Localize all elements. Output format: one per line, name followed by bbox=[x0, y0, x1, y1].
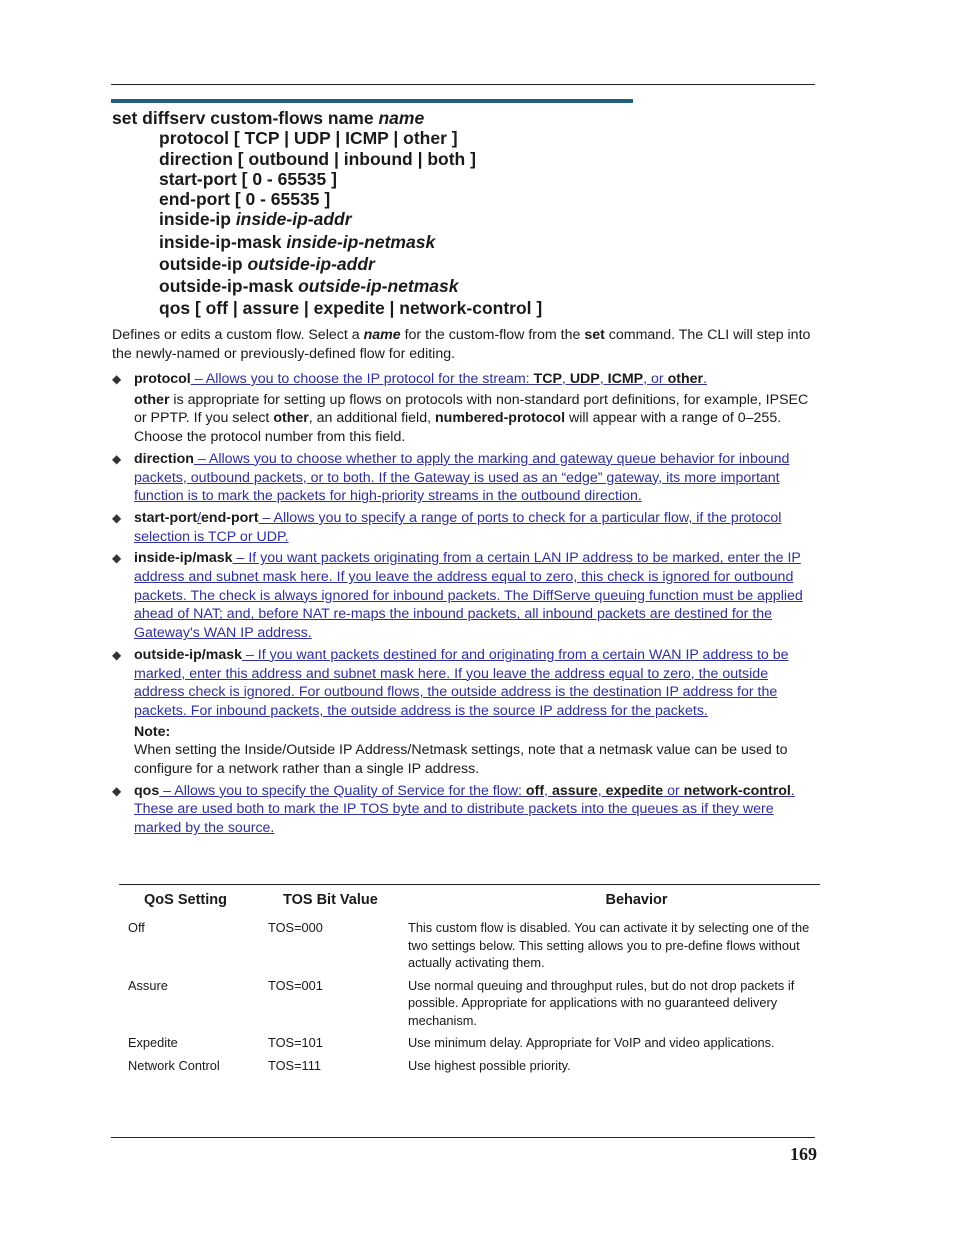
command-line-protocol: protocol [ TCP | UDP | ICMP | other ] bbox=[159, 128, 458, 149]
qos-link[interactable]: – Allows you to specify the Quality of Service for the flow: off, assure, expedite or network-control. These are used both to mark the IP TOS byte and to distribute packets into the queues as if they were marked by the source. bbox=[134, 782, 795, 837]
diamond-bullet-icon: ◆ bbox=[112, 372, 122, 386]
protocol-link[interactable]: – Allows you to choose the IP protocol for the stream: TCP, UDP, ICMP, or other. bbox=[190, 371, 708, 387]
command-line-0: set diffserv custom-flows name name bbox=[112, 108, 425, 128]
intro-paragraph: Defines or edits a custom flow. Select a name for the custom-flow from the set command. The CLI will step into the newly-named or previously-defined flow for editing. bbox=[112, 327, 811, 362]
command-line-inside-ip: inside-ip inside-ip-addr bbox=[159, 209, 352, 230]
inside-link[interactable]: – If you want packets originating from a certain LAN IP address to be marked, enter the IP address and subnet mask here. If you leave the address equal to zero, this check is ignored for outbound packets. The check is always ignored for inbound packets. The DiffServe queuing function must be applied ahead of NAT; and, before NAT re-maps the inbound packets, all inbound packets are destined for the Gateway's WAN IP address. bbox=[134, 550, 803, 642]
ports-link[interactable]: – Allows you to specify a range of ports to check for a particular flow, if the protocol selection is TCP or UDP. bbox=[134, 509, 782, 545]
parameter-list bbox=[112, 370, 817, 841]
note-label: Note: bbox=[134, 723, 171, 740]
direction-link[interactable]: – Allows you to choose whether to apply the marking and gateway queue behavior for inbound packets, outbound packets, or to both. If the Gateway is used as an “edge” gateway, its more important function is to mark the packets for high-priority streams in the outbound direction. bbox=[134, 450, 790, 505]
table-header bbox=[119, 885, 820, 915]
table-row: Expedite TOS=101 Use minimum delay. Appropriate for VoIP and video applications. bbox=[128, 1035, 775, 1050]
table-row: Network Control TOS=111 Use highest possible priority. bbox=[128, 1057, 571, 1073]
command-syntax bbox=[112, 108, 542, 318]
table-row: Off TOS=000 This custom flow is disabled. You can activate it by selecting one of the two settings below. This setting allows you to pre-define flows without actually activating them. bbox=[128, 920, 810, 970]
header-rule bbox=[111, 84, 815, 85]
header-tos-bit-value: TOS Bit Value bbox=[283, 892, 378, 908]
command-line-direction: direction [ outbound | inbound | both ] bbox=[159, 148, 476, 169]
diamond-bullet-icon: ◆ bbox=[112, 551, 122, 566]
header-behavior: Behavior bbox=[605, 892, 668, 908]
list-item-inside: ◆ inside-ip/mask – If you want packets originating from a certain LAN IP address to be marked, enter the IP address and subnet mask here. If you leave the address equal to zero, this check is ignored for outbound packets. The check is always ignored for inbound packets. The DiffServe queuing function must be applied ahead of NAT; and, before NAT re-maps the inbound packets, all inbound packets are destined for the Gateway's WAN IP address. bbox=[112, 550, 803, 642]
command-line-end-port: end-port [ 0 - 65535 ] bbox=[159, 189, 331, 210]
list-item-protocol: ◆ protocol – Allows you to choose the IP protocol for the stream: TCP, UDP, ICMP, or other. other is appropriate for setting up flows on protocols with non-standard port definitions, for example, IPSEC or PPTP. If you select other, an additional field, numbered-protocol will appear with a range of 0–255. Choose the protocol number from this field. bbox=[112, 370, 817, 447]
list-item-outside: ◆ outside-ip/mask – If you want packets destined for and originating from a certain WAN IP address to be marked, enter this address and subnet mask here. If you leave the address equal to zero, the outside address check is ignored. For outbound flows, the outside address is the destination IP address for the packets. For inbound packets, the outside address is the source IP address for the packets. Note: When setting the Inside/Outside IP Address/Netmask settings, note that a netmask value can be used to configure for a network rather than a single IP address. bbox=[112, 646, 817, 779]
command-line-inside-ip-mask: inside-ip-mask inside-ip-netmask bbox=[159, 231, 436, 252]
qos-table bbox=[119, 884, 820, 1079]
diamond-bullet-icon: ◆ bbox=[112, 510, 122, 525]
diamond-bullet-icon: ◆ bbox=[112, 783, 122, 798]
command-line-qos: qos [ off | assure | expedite | network-control ] bbox=[159, 297, 543, 318]
list-item-ports: ◆ start-port/end-port – Allows you to specify a range of ports to check for a particular flow, if the protocol selection is TCP or UDP. bbox=[112, 509, 782, 545]
list-item-direction: ◆ direction – Allows you to choose whether to apply the marking and gateway queue behavior for inbound packets, outbound packets, or to both. If the Gateway is used as an “edge” gateway, its more important function is to mark the packets for high-priority streams in the outbound direction. bbox=[112, 450, 790, 505]
section-accent-bar bbox=[111, 99, 633, 103]
list-item-qos: ◆ qos – Allows you to specify the Quality of Service for the flow: off, assure, expedite or network-control. These are used both to mark the IP TOS byte and to distribute packets into the queues as if they were marked by the source. bbox=[112, 782, 795, 837]
command-line-outside-ip-mask: outside-ip-mask outside-ip-netmask bbox=[159, 276, 459, 297]
diamond-bullet-icon: ◆ bbox=[112, 451, 122, 466]
diamond-bullet-icon: ◆ bbox=[112, 647, 122, 662]
note-text: When setting the Inside/Outside IP Address/Netmask settings, note that a netmask value can be used to configure for a network rather than a single IP address. bbox=[134, 742, 788, 778]
table-row: Assure TOS=001 Use normal queuing and throughput rules, but do not drop packets if possible. Appropriate for applications with no guaranteed delivery mechanism. bbox=[128, 977, 795, 1028]
command-line-start-port: start-port [ 0 - 65535 ] bbox=[159, 168, 337, 189]
page-number: 169 bbox=[790, 1144, 817, 1164]
protocol-details: other is appropriate for setting up flows on protocols with non-standard port definitions, for example, IPSEC or PPTP. If you select other, an additional field, numbered-protocol will appear with a range of 0–255. Choose the protocol number from this field. bbox=[134, 391, 809, 446]
outside-link[interactable]: – If you want packets destined for and originating from a certain WAN IP address to be marked, enter this address and subnet mask here. If you leave the address equal to zero, the outside address check is ignored. For outbound flows, the outside address is the destination IP address for the packets. For inbound packets, the outside address is the source IP address for the packets. bbox=[134, 646, 789, 719]
header-qos-setting: QoS Setting bbox=[144, 892, 227, 908]
footer-rule bbox=[111, 1137, 815, 1138]
command-line-outside-ip: outside-ip outside-ip-addr bbox=[159, 254, 375, 275]
